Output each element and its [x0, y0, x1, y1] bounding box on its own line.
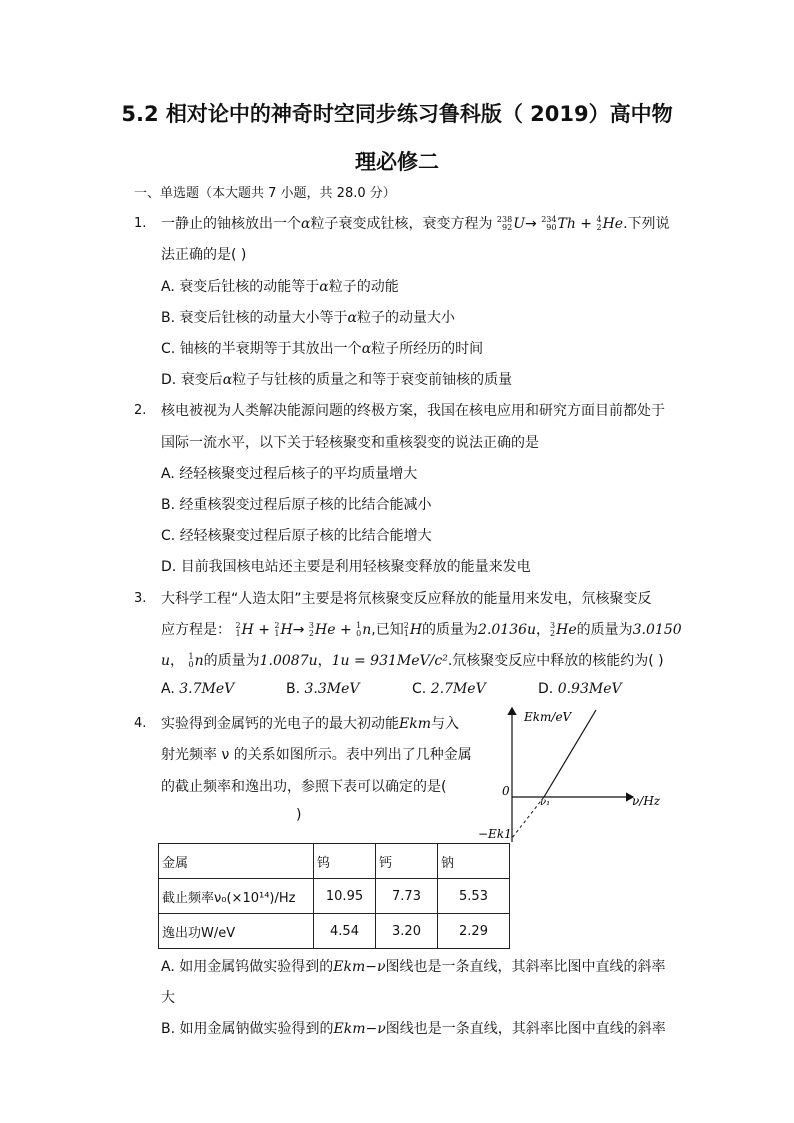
question-1-stem-line1: 一静止的铀核放出一个α粒子衰变成钍核，衰变方程为 238 92 U→ 234 90 Th + 4 2 He.下列说	[161, 215, 670, 232]
question-2-option-d[interactable]: D. 目前我国核电站还主要是利用轻核聚变释放的能量来发电	[161, 559, 531, 575]
table-header-cell: 金属	[159, 844, 314, 879]
neg-ek1-label: −Ek1	[478, 827, 512, 841]
question-4-number: 4.	[134, 716, 147, 731]
question-2-stem-line2: 国际一流水平，以下关于轻核聚变和重核裂变的说法正确的是	[161, 435, 539, 451]
question-1-stem-line2: 法正确的是( )	[161, 247, 247, 263]
question-2-option-b[interactable]: B. 经重核裂变过程后原子核的比结合能减小	[161, 497, 432, 513]
table-cell: 10.95	[314, 879, 376, 914]
question-3-number: 3.	[134, 591, 147, 606]
question-1-option-d[interactable]: D. 衰变后α粒子与钍核的质量之和等于衰变前铀核的质量	[161, 372, 513, 388]
question-3-option-d[interactable]: D. 0.93MeV	[538, 681, 622, 697]
table-row	[159, 914, 510, 949]
table-row-label: 逸出功W/eV	[159, 914, 314, 949]
nu1-label: ν₁	[540, 797, 551, 808]
table-cell: 3.20	[376, 914, 438, 949]
table-header-cell: 钠	[438, 844, 510, 879]
question-4-stem-line2: 射光频率 ν 的关系如图所示。表中列出了几种金属	[161, 747, 472, 763]
table-header-row	[159, 844, 510, 879]
ekm-nu-graph	[478, 702, 678, 850]
question-3-stem-line2: 应方程是： 2 1 H + 2 1 H→ 3 2 He + 1 0 n,已知 2 1 H的质量为2.0136u， 3 2 He的质量为3.0150	[161, 621, 682, 638]
question-3-option-c[interactable]: C. 2.7MeV	[412, 681, 486, 697]
origin-label: 0	[502, 784, 510, 798]
table-header-cell: 钙	[376, 844, 438, 879]
table-row	[159, 879, 510, 914]
question-1-option-c[interactable]: C. 铀核的半衰期等于其放出一个α粒子所经历的时间	[161, 341, 484, 357]
table-cell: 7.73	[376, 879, 438, 914]
table-header-cell: 钨	[314, 844, 376, 879]
metal-table	[158, 843, 510, 949]
question-2-option-c[interactable]: C. 经轻核聚变过程后原子核的比结合能增大	[161, 528, 432, 544]
question-4-option-b[interactable]: B. 如用金属钠做实验得到的Ekm−ν图线也是一条直线，其斜率比图中直线的斜率	[161, 1021, 666, 1037]
question-4-option-a-cont: 大	[161, 990, 175, 1006]
question-2-stem-line1: 核电被视为人类解决能源问题的终极方案，我国在核电应用和研究方面目前都处于	[161, 403, 665, 419]
question-4-stem-line3: 的截止频率和逸出功，参照下表可以确定的是(	[161, 779, 447, 795]
helium-nuclide: 4 2 He	[596, 215, 624, 232]
question-4-stem-line1: 实验得到金属钙的光电子的最大初动能Ekm与入	[161, 716, 459, 732]
question-3-stem-line3: u， 1 0 n的质量为1.0087u，1u = 931MeV/c².氘核聚变反应中释放的核能约为( )	[161, 652, 664, 669]
x-axis-label: ν/Hz	[632, 794, 661, 808]
table-row-label: 截止频率ν₀(×10¹⁴)/Hz	[159, 879, 314, 914]
table-cell: 5.53	[438, 879, 510, 914]
question-2-option-a[interactable]: A. 经轻核聚变过程后核子的平均质量增大	[161, 466, 418, 482]
page-title-line1: 5.2 相对论中的神奇时空同步练习鲁科版（ 2019）高中物	[121, 102, 673, 126]
question-3-option-a[interactable]: A. 3.7MeV	[161, 681, 235, 697]
question-2-number: 2.	[134, 403, 147, 418]
section-heading: 一、单选题（本大题共 7 小题，共 28.0 分）	[134, 186, 396, 201]
question-1-option-a[interactable]: A. 衰变后钍核的动能等于α粒子的动能	[161, 279, 399, 295]
thorium-nuclide: 234 90 Th	[541, 215, 576, 232]
table-cell: 4.54	[314, 914, 376, 949]
question-3-option-b[interactable]: B. 3.3MeV	[286, 681, 360, 697]
table-cell: 2.29	[438, 914, 510, 949]
question-1-option-b[interactable]: B. 衰变后钍核的动量大小等于α粒子的动量大小	[161, 310, 455, 326]
page-title-line2: 理必修二	[355, 150, 439, 174]
question-3-stem-line1: 大科学工程“人造太阳”主要是将氘核聚变反应释放的能量用来发电，氘核聚变反	[161, 591, 652, 607]
question-1-number: 1.	[134, 216, 147, 231]
question-4-stem-line4: )	[296, 807, 302, 823]
uranium-nuclide: 238 92 U	[496, 215, 526, 232]
question-4-option-a[interactable]: A. 如用金属钨做实验得到的Ekm−ν图线也是一条直线，其斜率比图中直线的斜率	[161, 959, 666, 975]
y-axis-label: Ekm/eV	[524, 710, 572, 724]
